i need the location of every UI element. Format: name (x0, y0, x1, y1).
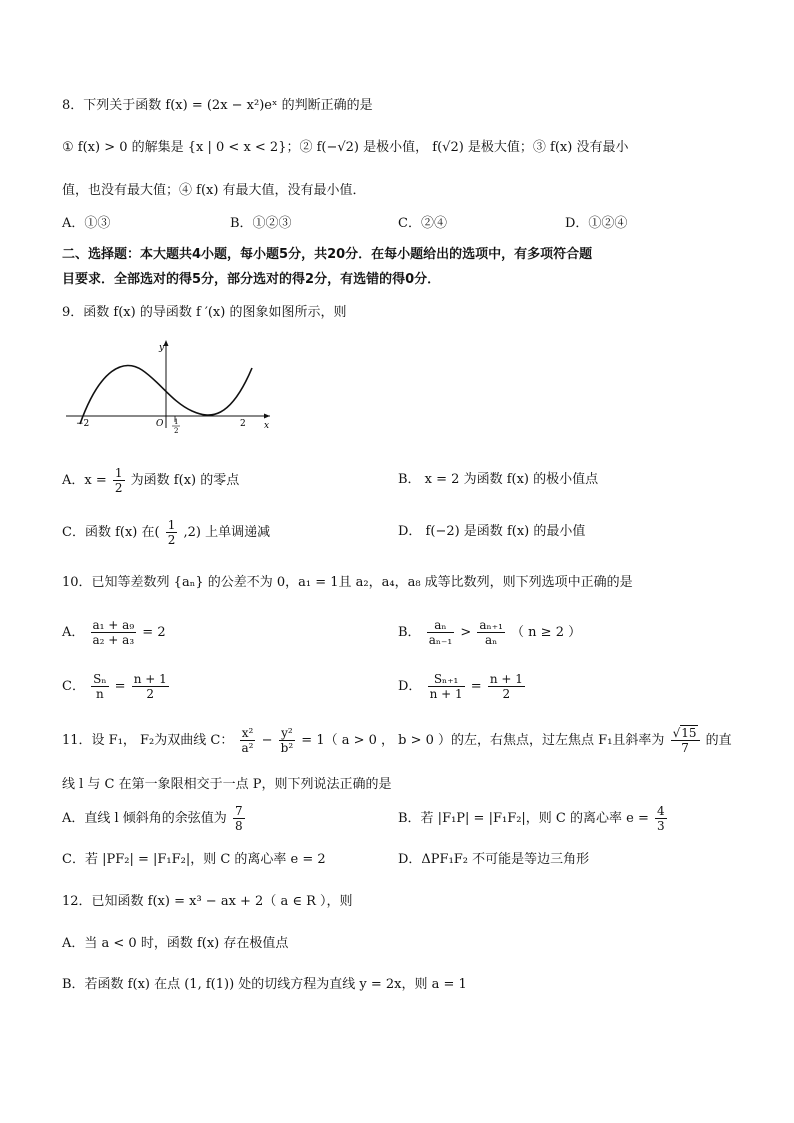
q9-option-d: D． f(−2) 是函数 f(x) 的最小值 (398, 524, 586, 539)
q10-option-c: C． $\frac{\text{Sₙ}}{n}$ = $\frac{n + 1}{2}$ (62, 672, 167, 701)
q9-option-a: A．x = $\frac{1}{2}$ 为函数 f(x) 的零点 (62, 466, 240, 495)
q8-line1: ① f(x) > 0 的解集是 {x | 0 < x < 2}；② f(−√2) 是极小值， f(√2) 是极大值；③ f(x) 没有最小 (62, 140, 629, 155)
q10-option-d: D． $\frac{\text{Sₙ₊₁}}{n + 1}$ = $\frac{n + 1}{2}$ (398, 672, 523, 701)
q12-option-b: B．若函数 f(x) 在点 (1, f(1)) 处的切线方程为直线 y = 2x，则 a = 1 (62, 977, 467, 992)
graph-neg2-label: −2 (76, 419, 90, 429)
graph-half-den: 2 (174, 427, 179, 435)
q9-derivative-graph (62, 338, 274, 435)
q8-line2: 值，也没有最大值；④ f(x) 有最大值，没有最小值． (62, 183, 366, 198)
graph-origin-label: O (156, 419, 164, 429)
q8-option-a: A．①③ (62, 216, 111, 231)
q11-option-d: D．ΔPF₁F₂ 不可能是等边三角形 (398, 852, 590, 867)
q8-option-c: C．②④ (398, 216, 447, 231)
graph-x-label: x (264, 421, 270, 431)
q8-stem: 8．下列关于函数 f(x) = (2x − x²)eˣ 的判断正确的是 (62, 98, 373, 113)
q9-option-b: B． x = 2 为函数 f(x) 的极小值点 (398, 472, 599, 487)
graph-y-label: y (159, 343, 165, 353)
q8-option-b: B．①②③ (230, 216, 292, 231)
q12-stem: 12．已知函数 f(x) = x³ − ax + 2（ a ∈ R ），则 (62, 894, 353, 909)
graph-half-num: 1 (174, 418, 179, 426)
section-2-line2: 目要求．全部选对的得5分，部分选对的得2分，有选错的得0分． (62, 272, 441, 287)
q9-option-c: C．函数 f(x) 在( $\frac{1}{2}$ ,2) 上单调递减 (62, 518, 271, 547)
q9-stem: 9．函数 f(x) 的导函数 f ′(x) 的图象如图所示，则 (62, 305, 347, 320)
q11-option-a: A．直线 l 倾斜角的余弦值为 $\frac{7}{8}$ (62, 804, 243, 833)
q11-option-b: B．若 |F₁P| = |F₁F₂|，则 C 的离心率 e = $\frac{4}{3}$ (398, 804, 665, 833)
q12-option-a: A．当 a < 0 时，函数 f(x) 存在极值点 (62, 936, 289, 951)
q8-option-d: D．①②④ (565, 216, 628, 231)
section-2-line1: 二、选择题：本大题共4小题，每小题5分，共20分．在每小题给出的选项中，有多项符合题 (62, 247, 593, 262)
q10-option-a: A． $\frac{\text{a₁ + a₉}}{\text{a₂ + a₃}}$ = 2 (62, 618, 166, 647)
q10-stem: 10．已知等差数列 {aₙ} 的公差不为 0，a₁ = 1且 a₂，a₄，a₈ 成等比数列，则下列选项中正确的是 (62, 575, 633, 590)
q11-stem: 11．设 F₁， F₂为双曲线 C： $\frac{\text{x²}}{\text{a²}}$ − $\frac{\text{y²}}{\text{b²}}$ = 1（ a > 0 ， b > 0 ）的左，右焦点，过左焦点 F₁且斜率为 $\frac{√15}{7}$ 的直 (62, 726, 732, 755)
q11-line2: 线 l 与 C 在第一象限相交于一点 P，则下列说法正确的是 (62, 777, 392, 792)
q11-option-c: C．若 |PF₂| = |F₁F₂|，则 C 的离心率 e = 2 (62, 852, 326, 867)
q10-option-b: B． $\frac{\text{aₙ}}{\text{aₙ₋₁}}$ > $\frac{\text{aₙ₊₁}}{\text{aₙ}}$ （ n ≥ 2 ） (398, 618, 582, 647)
graph-2-label: 2 (240, 419, 246, 429)
